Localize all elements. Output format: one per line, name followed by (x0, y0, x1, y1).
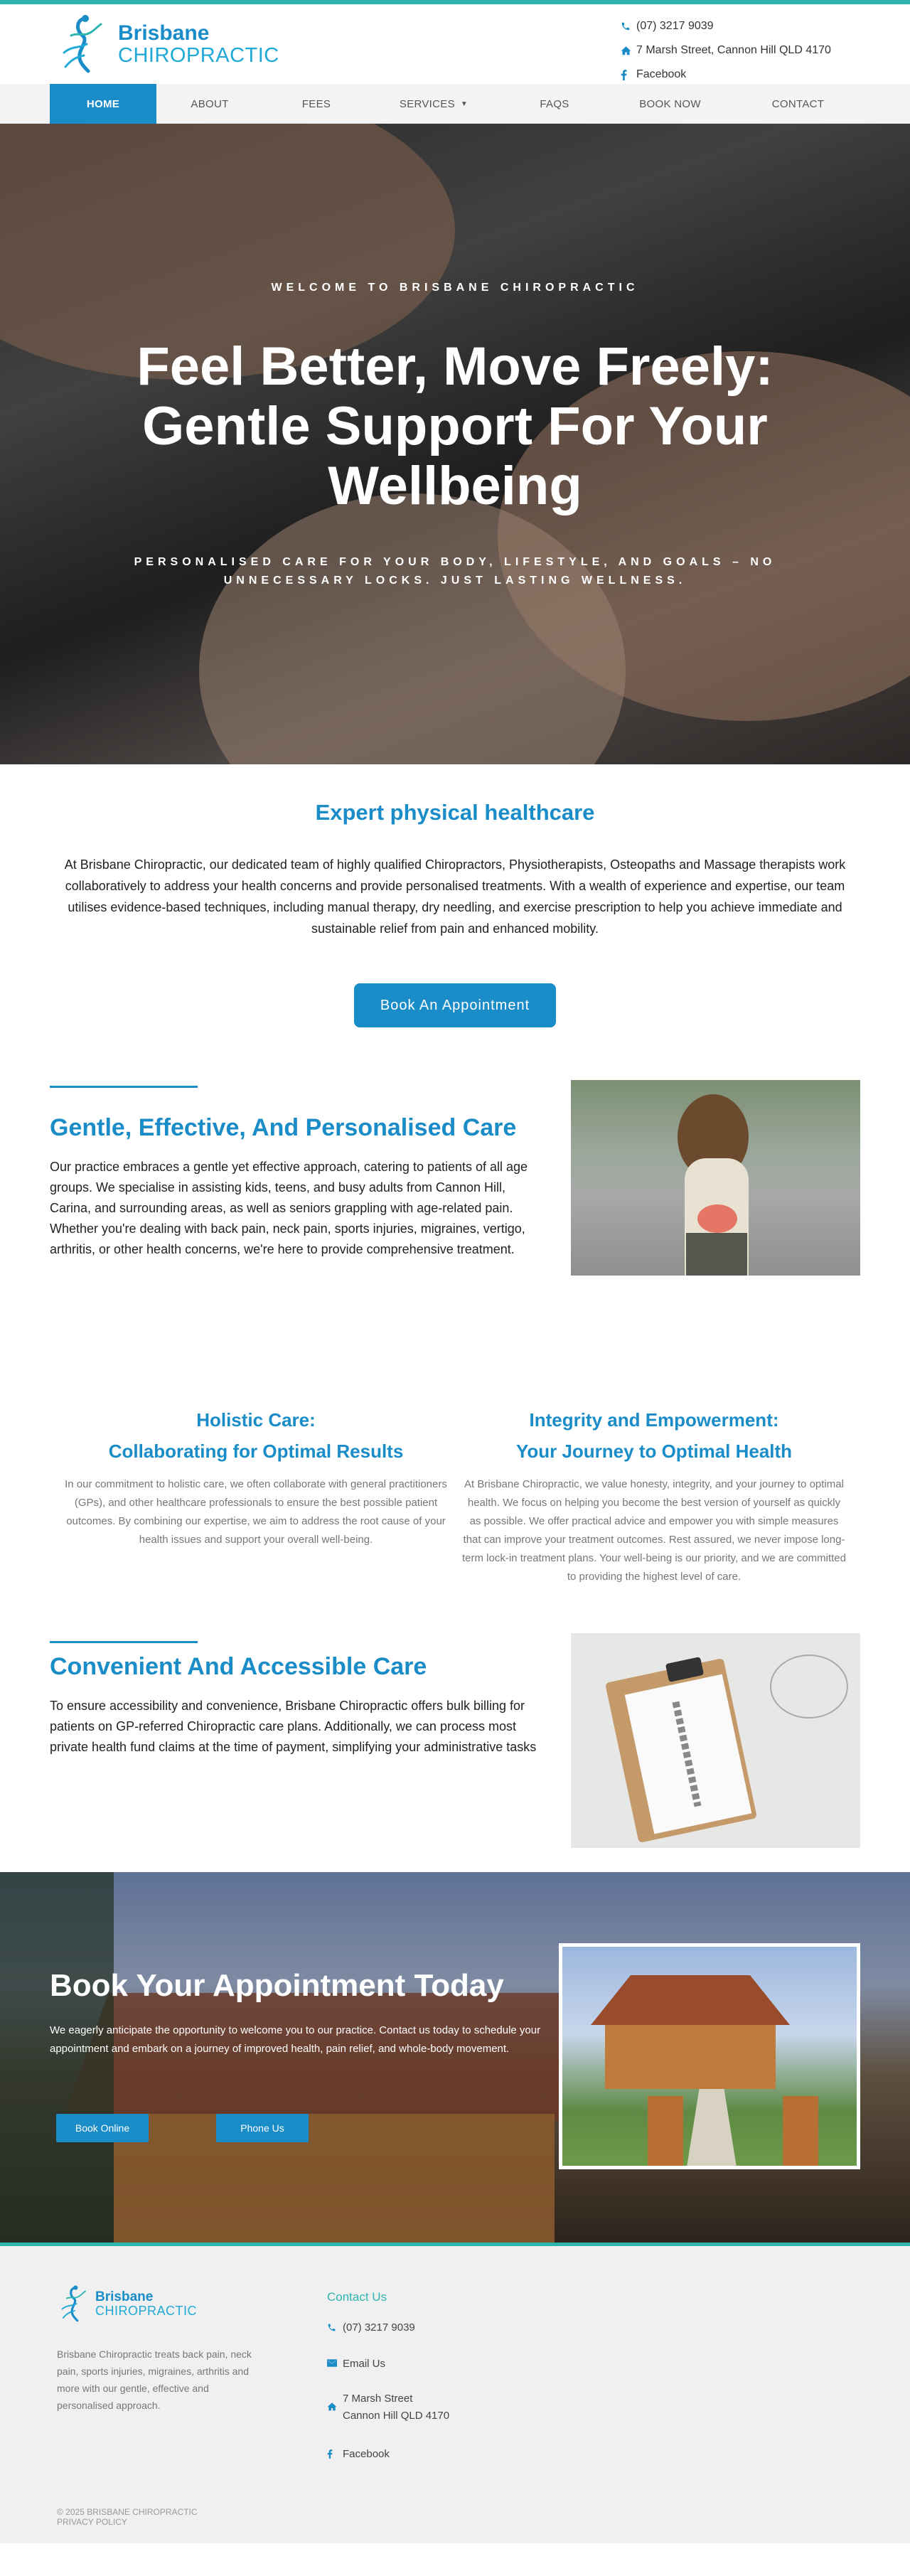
hero-welcome: WELCOME TO BRISBANE CHIROPRACTIC (271, 282, 639, 294)
header-facebook[interactable] (621, 63, 831, 87)
privacy-policy-link[interactable]: PRIVACY POLICY (57, 2517, 127, 2527)
footer-logo[interactable] (57, 2282, 197, 2326)
footer-copyright (57, 2507, 198, 2527)
gentle-care-body: Our practice embraces a gentle yet effective approach, catering to patients of all age groups. We specialise in assisting kids, teens, and busy adults from Cannon Hill, Carina, and surrounding areas, as well as seniors grappling with age-related pain. Whether you're dealing with back pain, neck pain, sports injuries, migraines, vertigo, arthritis, or other health concerns, we're here to provide comprehensive treatment. (50, 1160, 528, 1256)
footer-phone-text: (07) 3217 9039 (343, 2321, 415, 2334)
footer-facebook-text: Facebook (343, 2448, 390, 2460)
intro-body: At Brisbane Chiropractic, our dedicated team of highly qualified Chiropractors, Physiotherapists, Osteopaths and Massage therapists work collaboratively to address your health concerns and provide personalised treatments. With a wealth of experience and expertise, our team utilises evidence-based techniques, including manual therapy, dry needling, and exercise prescription to help you achieve immediate and sustainable relief from pain and enhanced mobility. (64, 857, 846, 936)
hero-title: Feel Better, Move Freely: Gentle Support For Your Wellbeing (136, 336, 774, 516)
booking-cta-section (0, 1872, 910, 2243)
site-footer (0, 2246, 910, 2543)
footer-phone[interactable] (327, 2319, 415, 2336)
footer-address-text (343, 2390, 449, 2425)
values-section (0, 1404, 910, 1619)
footer-logo-line-tagline: CHIROPRACTIC (95, 2303, 198, 2318)
logo-line-tagline: CHIROPRACTIC (118, 43, 279, 67)
footer-email[interactable] (327, 2356, 385, 2373)
integrity-title (455, 1404, 853, 1467)
nav-item-services-label: SERVICES (399, 97, 455, 110)
section-divider (50, 1641, 198, 1643)
holistic-care-body: In our commitment to holistic care, we often collaborate with general practitioners (GPs), and other healthcare professionals to ensure the best possible patient outcomes. By combining our expertise, we aim to address the root cause of your health issues and support your overall well-being. (65, 1478, 447, 1546)
gentle-care-section (0, 1063, 910, 1404)
gentle-care-heading: Gentle, Effective, And Personalised Care (50, 1114, 517, 1141)
intro-heading: Expert physical healthcare (315, 800, 595, 825)
envelope-icon (327, 2356, 343, 2367)
holistic-care-title-line1: Holistic Care: (196, 1409, 316, 1431)
book-appointment-button[interactable]: Book An Appointment (354, 983, 556, 1027)
photo-figure-pain-area (697, 1204, 737, 1233)
phone-icon (327, 2319, 343, 2332)
integrity-title-line1: Integrity and Empowerment: (529, 1409, 779, 1431)
site-header (0, 4, 910, 84)
caret-down-icon: ▼ (460, 100, 469, 108)
clinic-house-photo (559, 1943, 860, 2169)
holistic-care-column (57, 1404, 455, 1549)
facebook-icon (621, 70, 636, 80)
header-address-text: 7 Marsh Street, Cannon Hill QLD 4170 (636, 44, 831, 56)
nav-item-contact[interactable]: CONTACT (771, 97, 825, 110)
photo-figure-pants (686, 1233, 747, 1276)
section-divider (50, 1086, 198, 1088)
phone-icon (621, 21, 636, 31)
nav-item-book-now[interactable]: BOOK NOW (639, 97, 701, 110)
facebook-icon (327, 2446, 343, 2459)
nav-item-fees[interactable]: FEES (301, 97, 331, 110)
nav-item-services[interactable] (370, 84, 498, 124)
hero-banner (0, 124, 910, 764)
integrity-body: At Brisbane Chiropractic, we value honesty, integrity, and your journey to optimal health. We focus on helping you become the best version of yourself as quickly as possible. We offer practical advice and empower you with simple measures that can improve your treatment outcomes. Rest assured, we never impose long-term lock-in treatment plans. Your well-being is our priority, and we are committed to providing the highest level of care. (462, 1478, 846, 1583)
site-logo[interactable] (55, 14, 279, 74)
header-contacts (621, 14, 831, 87)
back-pain-photo (571, 1080, 860, 1276)
main-nav (0, 84, 910, 124)
logo-line-brand: Brisbane (118, 21, 210, 46)
footer-address-line2: Cannon Hill QLD 4170 (343, 2410, 450, 2422)
intro-section (0, 764, 910, 1063)
home-icon (327, 2390, 343, 2411)
footer-description: Brisbane Chiropractic treats back pain, neck pain, sports injuries, migraines, arthritis and more with our gentle, effective and personalised approach. (57, 2348, 252, 2411)
accessible-care-body: To ensure accessibility and convenience, Brisbane Chiropractic offers bulk billing for patients on GP-referred Chiropractic care plans. Additionally, we can process most private health fund claims at the time of payment, simplifying your administrative tasks (50, 1699, 537, 1754)
header-address[interactable] (621, 38, 831, 63)
footer-facebook[interactable] (327, 2446, 390, 2463)
book-online-button[interactable]: Book Online (56, 2114, 149, 2142)
header-phone[interactable] (621, 14, 831, 38)
footer-address[interactable] (327, 2390, 449, 2425)
header-phone-text: (07) 3217 9039 (636, 20, 714, 32)
holistic-care-title-line2: Collaborating for Optimal Results (108, 1441, 404, 1462)
integrity-column (455, 1404, 853, 1586)
holistic-care-title (57, 1404, 455, 1467)
header-facebook-text: Facebook (636, 68, 687, 80)
spine-figure-icon (57, 2282, 92, 2326)
photo-pillar-left (648, 2096, 683, 2167)
footer-logo-line-brand: Brisbane (95, 2289, 154, 2304)
copyright-text: © 2025 BRISBANE CHIROPRACTIC (57, 2507, 198, 2517)
nav-item-faqs[interactable]: FAQS (540, 97, 569, 110)
footer-email-text: Email Us (343, 2358, 386, 2370)
accessible-care-section (0, 1619, 910, 1872)
footer-contact-heading: Contact Us (327, 2290, 387, 2304)
phone-us-button[interactable]: Phone Us (216, 2114, 309, 2142)
footer-address-line1: 7 Marsh Street (343, 2393, 413, 2405)
photo-pillar-right (783, 2096, 818, 2167)
photo-roof (591, 1975, 790, 2025)
photo-path (687, 2089, 737, 2167)
nav-item-home[interactable]: HOME (50, 84, 156, 124)
accessible-care-heading: Convenient And Accessible Care (50, 1653, 427, 1680)
photo-house-wall (605, 2025, 776, 2089)
cta-body: We eagerly anticipate the opportunity to welcome you to our practice. Contact us today to schedule your appointment and embark on a journey of improved health, pain relief, and whole-body movement. (50, 2024, 541, 2055)
cta-heading: Book Your Appointment Today (50, 1968, 504, 2003)
spine-figure-icon (55, 14, 112, 74)
hero-subtitle: PERSONALISED CARE FOR YOUR BODY, LIFESTYLE, AND GOALS – NO UNNECESSARY LOCKS. JUST LASTING WELLNESS. (134, 556, 776, 587)
photo-sketch (770, 1655, 848, 1719)
nav-item-about[interactable]: ABOUT (191, 97, 229, 110)
spine-clipboard-photo (571, 1633, 860, 1848)
integrity-title-line2: Your Journey to Optimal Health (515, 1441, 793, 1462)
home-icon (621, 46, 636, 55)
